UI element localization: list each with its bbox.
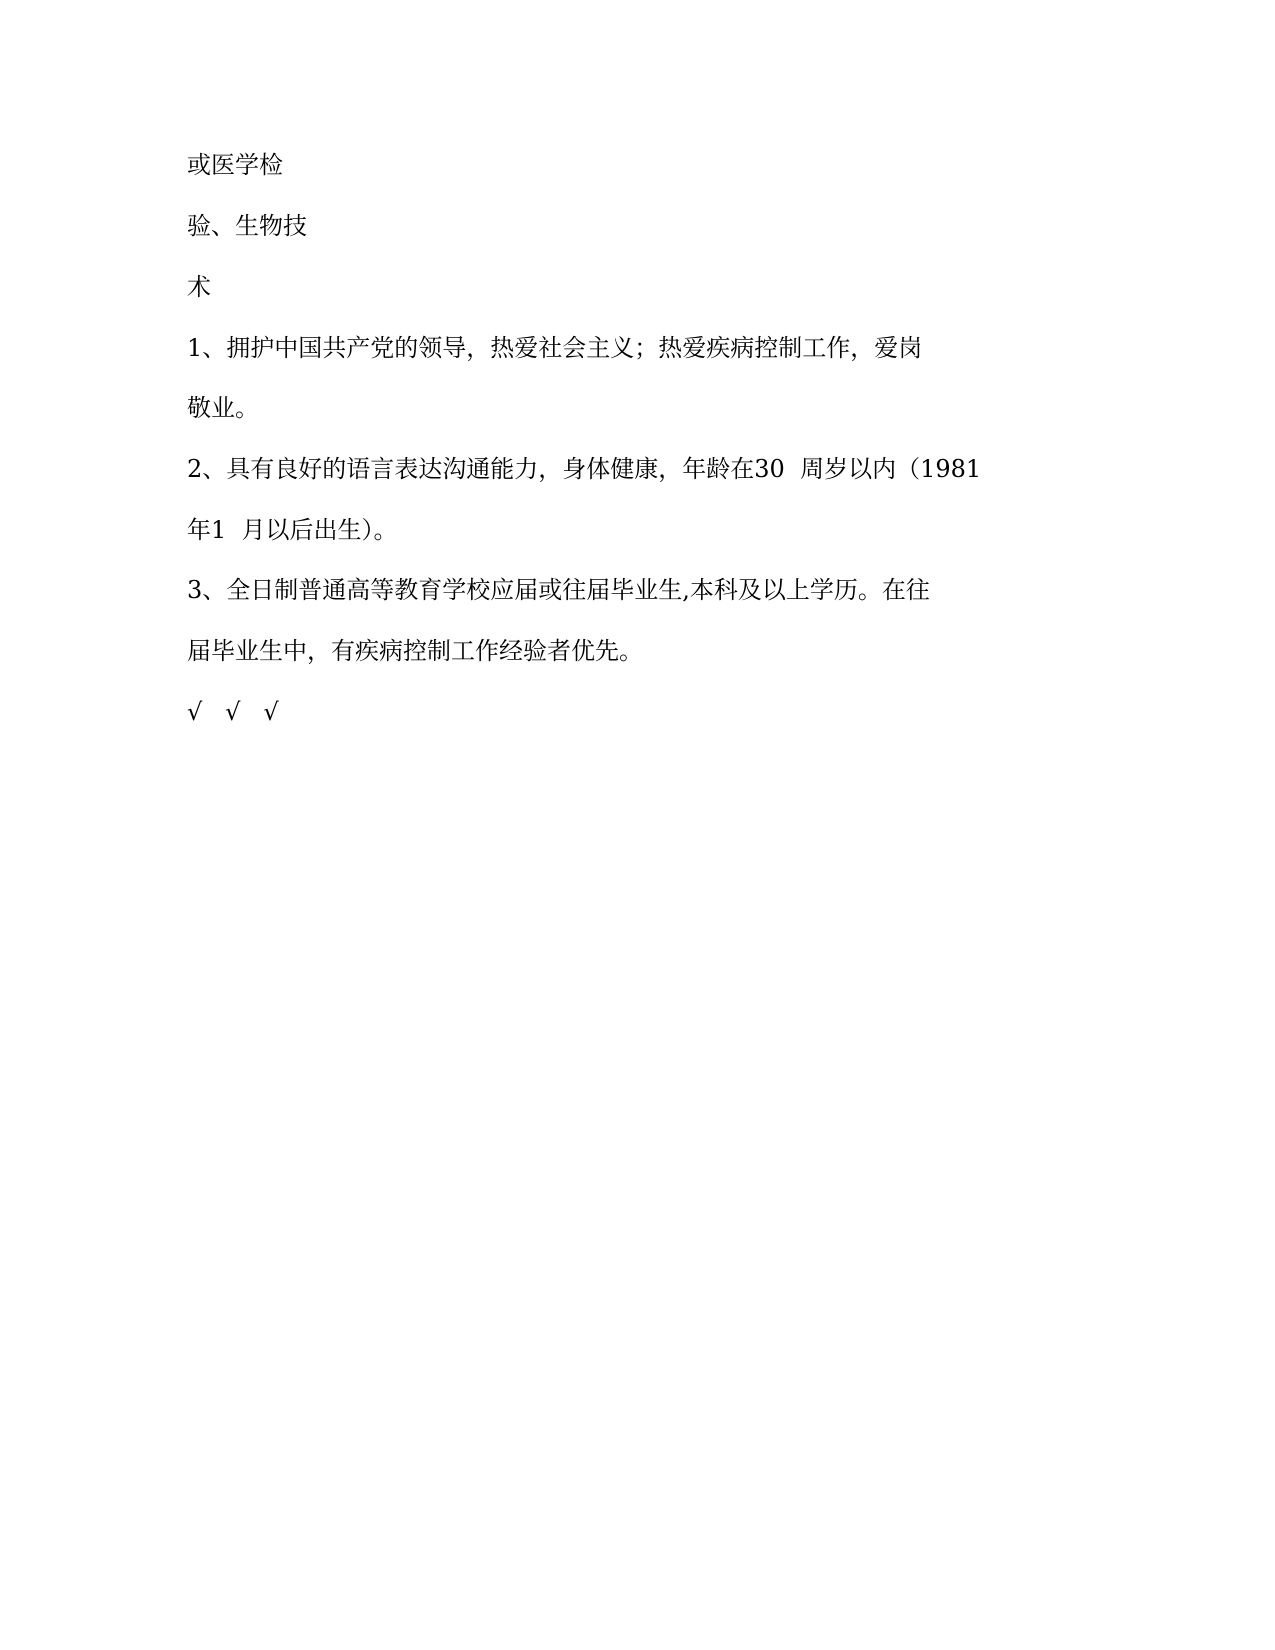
- requirement-1: 1、拥护中国共产党的领导，热爱社会主义；热爱疾病控制工作，爱岗: [187, 334, 923, 362]
- requirement-2-cont: 年1 月以后出生）。: [187, 516, 398, 544]
- text-line-2: 验、生物技: [187, 212, 307, 240]
- requirement-3-cont: 届毕业生中，有疾病控制工作经验者优先。: [187, 637, 643, 665]
- checkmarks: √ √ √: [187, 698, 279, 726]
- requirement-1-cont: 敬业。: [187, 394, 259, 422]
- requirement-3: 3、全日制普通高等教育学校应届或往届毕业生,本科及以上学历。在往: [187, 576, 930, 604]
- requirement-2: 2、具有良好的语言表达沟通能力，身体健康，年龄在30 周岁以内（1981: [187, 455, 982, 483]
- text-line-1: 或医学检: [187, 151, 283, 179]
- text-line-3: 术: [187, 273, 211, 301]
